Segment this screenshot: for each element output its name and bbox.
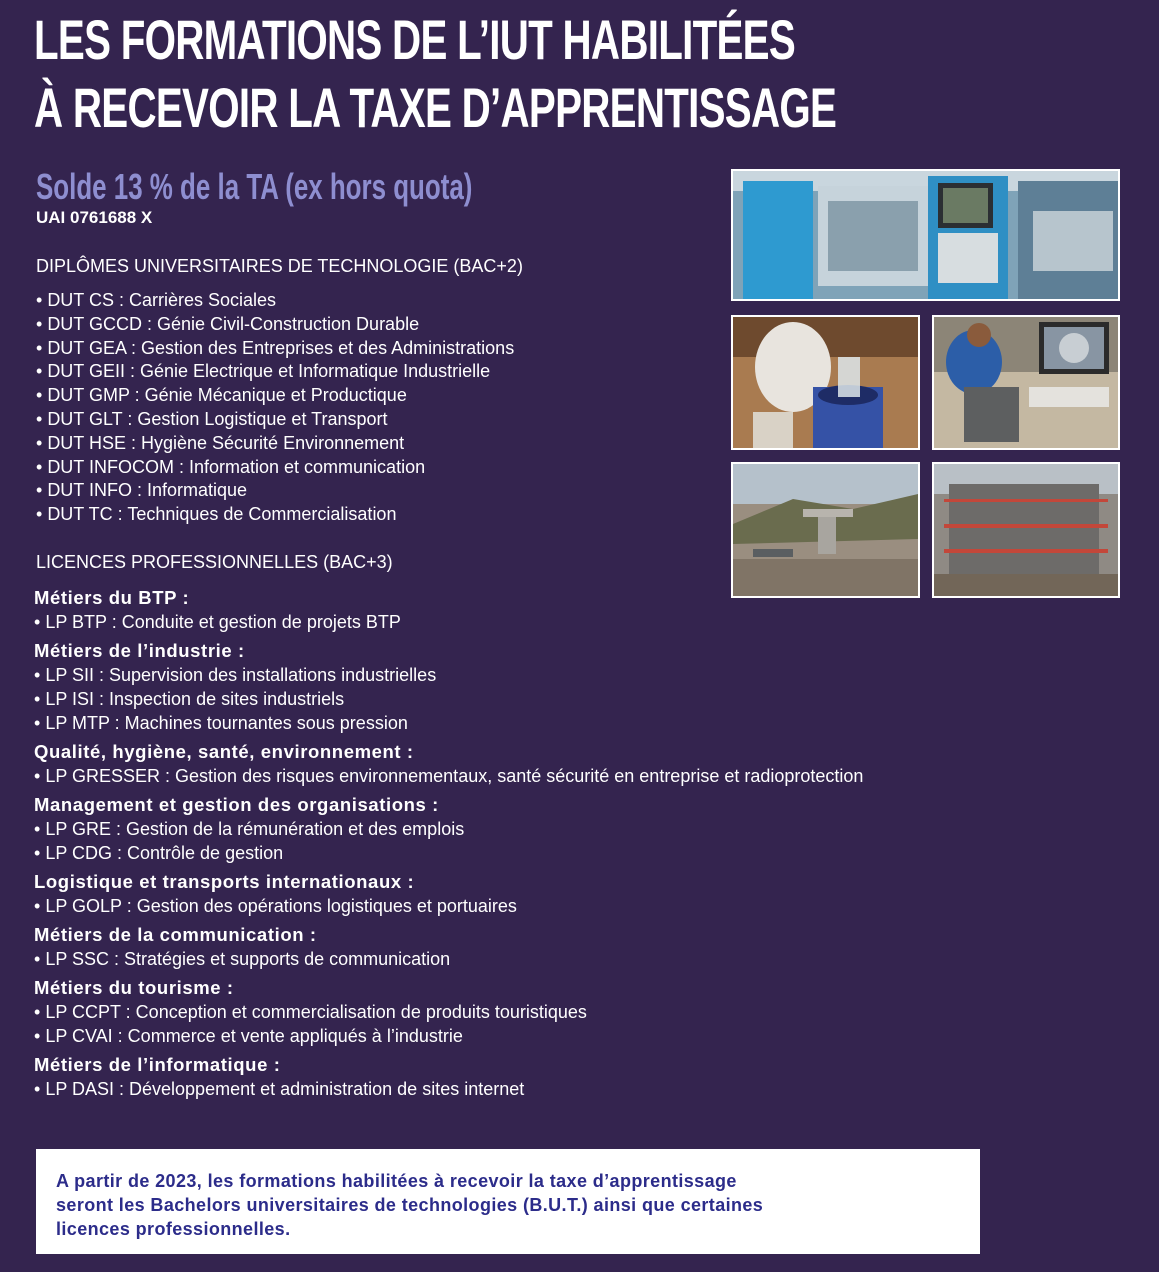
photo-machine-image: [733, 171, 1118, 299]
lp-heading: LICENCES PROFESSIONNELLES (BAC+3): [36, 552, 393, 572]
category-title: Métiers de la communication :: [34, 924, 317, 945]
uai-code: UAI 0761688 X: [36, 208, 153, 227]
list-item: • DUT GCCD : Génie Civil-Construction Durable: [36, 313, 514, 337]
photo-scaffolding-image: [934, 464, 1118, 596]
list-item: • LP SSC : Stratégies et supports de communication: [34, 947, 863, 971]
list-item: • DUT GEA : Gestion des Entreprises et des Administrations: [36, 337, 514, 361]
category-title: Métiers du BTP :: [34, 587, 190, 608]
list-item: • LP CCPT : Conception et commercialisation de produits touristiques: [34, 1000, 863, 1024]
list-item: • LP MTP : Machines tournantes sous pression: [34, 711, 863, 735]
list-item: • LP CVAI : Commerce et vente appliqués à l’industrie: [34, 1024, 863, 1048]
title-line-1: LES FORMATIONS DE L’IUT HABILITÉES: [34, 8, 796, 71]
subtitle: Solde 13 % de la TA (ex hors quota): [36, 166, 473, 207]
photo-construction-site: [731, 462, 920, 598]
category-title: Métiers du tourisme :: [34, 977, 234, 998]
lp-list: [34, 586, 863, 1101]
list-item: • DUT GEII : Génie Electrique et Informatique Industrielle: [36, 360, 514, 384]
notice-box: [36, 1149, 980, 1254]
photo-lab-image: [733, 317, 918, 448]
list-item: • DUT GLT : Gestion Logistique et Transport: [36, 408, 514, 432]
list-item: • LP GRESSER : Gestion des risques environnementaux, santé sécurité en entreprise et radioprotection: [34, 764, 863, 788]
list-item: • LP GRE : Gestion de la rémunération et des emplois: [34, 817, 863, 841]
dut-heading: DIPLÔMES UNIVERSITAIRES DE TECHNOLOGIE (BAC+2): [36, 256, 523, 276]
notice-line-2: seront les Bachelors universitaires de technologies (B.U.T.) ainsi que certaines: [56, 1195, 764, 1215]
photo-construction-site-image: [733, 464, 918, 596]
dut-list: [36, 289, 514, 527]
list-item: • DUT CS : Carrières Sociales: [36, 289, 514, 313]
photo-workshop-image: [934, 317, 1118, 448]
page-title: [34, 6, 836, 142]
photo-lab: [731, 315, 920, 450]
list-item: • DUT INFOCOM : Information et communication: [36, 456, 514, 480]
list-item: • DUT INFO : Informatique: [36, 479, 514, 503]
category-title: Métiers de l’informatique :: [34, 1054, 281, 1075]
list-item: • LP CDG : Contrôle de gestion: [34, 841, 863, 865]
title-line-2: À RECEVOIR LA TAXE D’APPRENTISSAGE: [34, 76, 837, 139]
photo-scaffolding: [932, 462, 1120, 598]
category-title: Management et gestion des organisations :: [34, 794, 439, 815]
list-item: • DUT TC : Techniques de Commercialisation: [36, 503, 514, 527]
list-item: • LP DASI : Développement et administration de sites internet: [34, 1077, 863, 1101]
category-title: Métiers de l’industrie :: [34, 640, 245, 661]
list-item: • LP SII : Supervision des installations industrielles: [34, 663, 863, 687]
category-title: Logistique et transports internationaux :: [34, 871, 415, 892]
category-title: Qualité, hygiène, santé, environnement :: [34, 741, 414, 762]
list-item: • LP GOLP : Gestion des opérations logistiques et portuaires: [34, 894, 863, 918]
list-item: • LP BTP : Conduite et gestion de projets BTP: [34, 610, 863, 634]
photo-machine: [731, 169, 1120, 301]
list-item: • DUT HSE : Hygiène Sécurité Environnement: [36, 432, 514, 456]
list-item: • DUT GMP : Génie Mécanique et Productique: [36, 384, 514, 408]
notice-line-3: licences professionnelles.: [56, 1219, 291, 1239]
list-item: • LP ISI : Inspection de sites industriels: [34, 687, 863, 711]
photo-workshop: [932, 315, 1120, 450]
notice-line-1: A partir de 2023, les formations habilitées à recevoir la taxe d’apprentissage: [56, 1171, 737, 1191]
